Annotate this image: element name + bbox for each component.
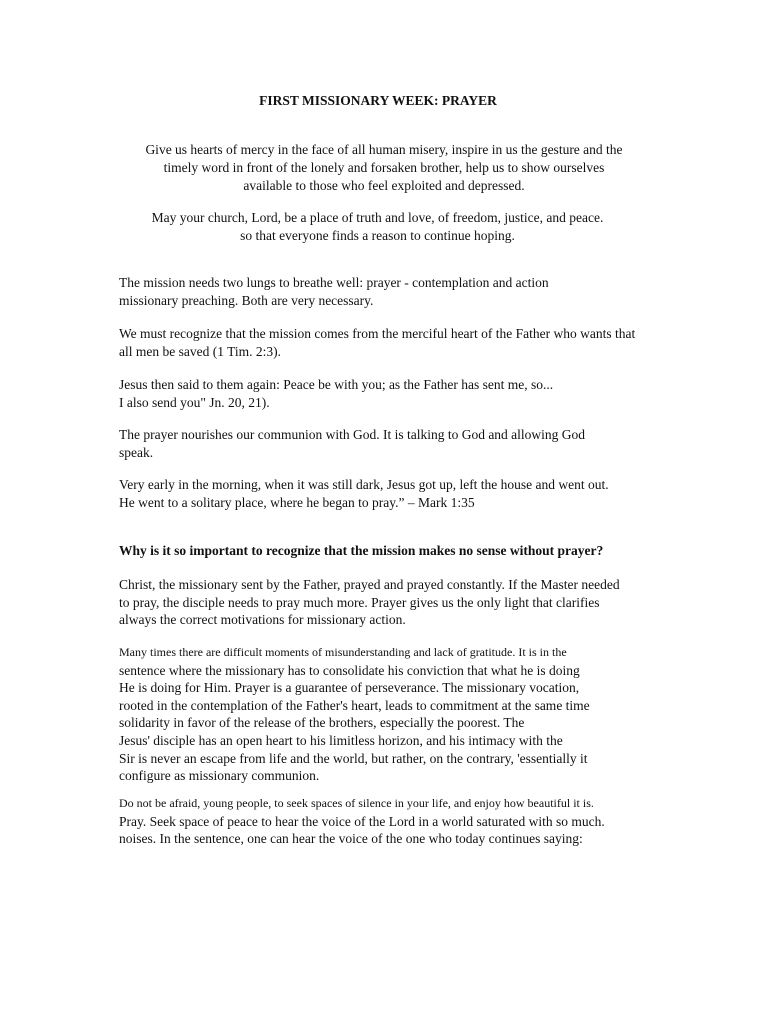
text-line: configure as missionary communion.: [119, 768, 320, 784]
text-line: Jesus' disciple has an open heart to his limitless horizon, and his intimacy with the: [119, 732, 563, 748]
text-line: to pray, the disciple needs to pray much more. Prayer gives us the only light that clarifies: [119, 594, 600, 610]
text-line: Sir is never an escape from life and the world, but rather, on the contrary, 'essentially it: [119, 750, 588, 766]
page-title: FIRST MISSIONARY WEEK: PRAYER: [259, 93, 497, 108]
text-line: available to those who feel exploited and depressed.: [243, 178, 525, 193]
text-line: Jesus then said to them again: Peace be with you; as the Father has sent me, so...: [119, 377, 554, 392]
paragraph-christ-missionary: [119, 576, 709, 629]
paragraph-lungs: [119, 274, 709, 309]
text-line: He is doing for Him. Prayer is a guarantee of perseverance. The missionary vocation,: [119, 680, 580, 696]
text-line: Give us hearts of mercy in the face of all human misery, inspire in us the gesture and the: [145, 142, 623, 157]
text-line: solidarity in favor of the release of the brothers, especially the poorest. The: [119, 715, 525, 731]
text-line: noises. In the sentence, one can hear the voice of the one who today continues saying:: [119, 831, 583, 847]
text-line: rooted in the contemplation of the Father's heart, leads to commitment at the same time: [119, 697, 590, 713]
paragraph-prayer-nourishes: [119, 426, 709, 461]
text-line: always the correct motivations for missionary action.: [119, 612, 406, 628]
paragraph-merciful-heart: [119, 325, 709, 360]
text-line: May your church, Lord, be a place of truth and love, of freedom, justice, and peace.: [151, 210, 604, 225]
text-line: He went to a solitary place, where he began to pray.” – Mark 1:35: [119, 494, 475, 510]
text-line: speak.: [119, 444, 154, 460]
text-line: so that everyone finds a reason to continue hoping.: [240, 228, 515, 243]
paragraph-many-times: [119, 644, 709, 785]
text-line: sentence where the missionary has to consolidate his conviction that what he is doing: [119, 662, 580, 678]
section-heading: Why is it so important to recognize that the mission makes no sense without prayer?: [119, 543, 604, 558]
text-line: missionary preaching. Both are very necessary.: [119, 292, 374, 308]
text-line: Pray. Seek space of peace to hear the voice of the Lord in a world saturated with so much.: [119, 813, 605, 829]
text-line: I also send you" Jn. 20, 21).: [119, 394, 270, 410]
text-line: The prayer nourishes our communion with God. It is talking to God and allowing God: [119, 427, 586, 442]
text-line: Very early in the morning, when it was still dark, Jesus got up, left the house and went out.: [119, 477, 609, 492]
text-line: The mission needs two lungs to breathe well: prayer - contemplation and action: [119, 275, 549, 290]
text-line: We must recognize that the mission comes from the merciful heart of the Father who wants that: [119, 326, 636, 341]
paragraph-early-morning: [119, 476, 709, 511]
text-line: Many times there are difficult moments of misunderstanding and lack of gratitude. It is in the: [119, 645, 567, 659]
intro-prayer-church: [0, 209, 768, 245]
text-line: timely word in front of the lonely and forsaken brother, help us to show ourselves: [163, 160, 605, 175]
paragraph-young-people: [119, 795, 709, 848]
paragraph-jesus-sent: [119, 376, 709, 411]
intro-prayer-mercy: [0, 141, 768, 195]
text-line: all men be saved (1 Tim. 2:3).: [119, 343, 281, 359]
text-line: Christ, the missionary sent by the Father, prayed and prayed constantly. If the Master needed: [119, 577, 620, 592]
text-line: Do not be afraid, young people, to seek spaces of silence in your life, and enjoy how beautiful it is.: [119, 796, 594, 810]
